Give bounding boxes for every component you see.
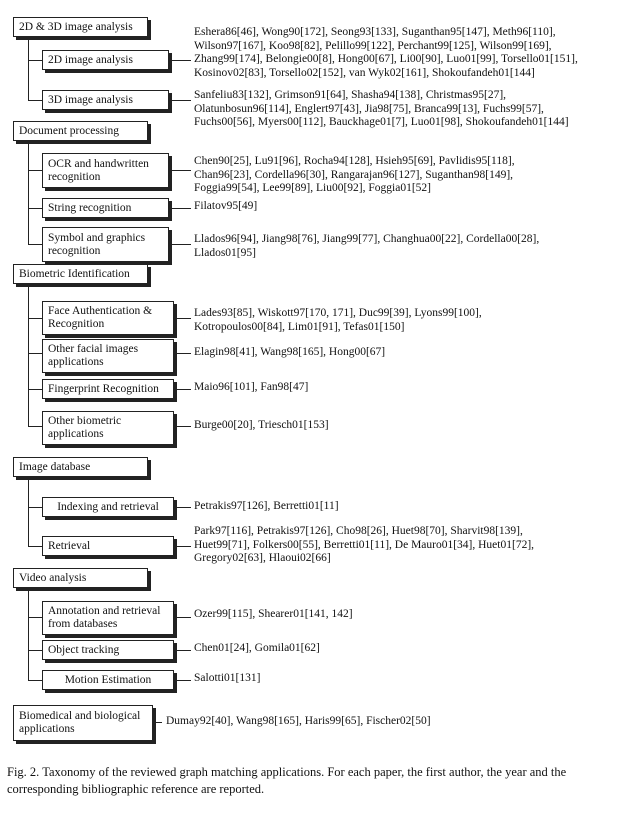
subcategory-motion-estimation xyxy=(42,670,174,690)
connector xyxy=(28,680,42,681)
connector xyxy=(177,680,191,681)
connector xyxy=(177,546,191,547)
reference-line: Fuchs00[56], Myers00[112], Bauckhage01[7], Luo01[98], Shokoufandeh01[144] xyxy=(194,116,569,129)
references xyxy=(194,26,578,80)
connector xyxy=(28,284,29,426)
subcategory-label: Annotation and retrieval from databases xyxy=(48,605,161,630)
connector xyxy=(172,100,191,101)
category-label: Document processing xyxy=(19,124,119,137)
reference-line: Olatunbosun96[114], Englert97[43], Jia98[75], Branca99[13], Fuchs99[57], xyxy=(194,102,544,115)
connector xyxy=(28,60,42,61)
reference-line: Zhang99[174], Belongie00[8], Hong00[67], Li00[90], Luo01[99], Torsello01[151], xyxy=(194,53,578,66)
category-document-processing xyxy=(13,121,148,141)
category-label: Video analysis xyxy=(19,571,87,584)
subcategory-label: 3D image analysis xyxy=(48,93,133,106)
connector xyxy=(28,37,29,101)
subcategory-label: 2D image analysis xyxy=(48,53,133,66)
references xyxy=(194,525,534,566)
reference-line: Elagin98[41], Wang98[165], Hong00[67] xyxy=(194,346,386,358)
connector xyxy=(28,426,42,427)
reference-line: Chen90[25], Lu91[96], Rocha94[128], Hsieh95[69], Pavlidis95[118], xyxy=(194,155,515,167)
connector xyxy=(177,617,191,618)
reference-line: Burge00[20], Triesch01[153] xyxy=(194,419,329,431)
reference-line: Llados96[94], Jiang98[76], Jiang99[77], Changhua00[22], Cordella00[28], xyxy=(194,233,540,245)
subcategory-indexing-retrieval xyxy=(42,497,174,517)
category-label: Image database xyxy=(19,460,91,473)
subcategory-label: Face Authentication & Recognition xyxy=(48,305,153,330)
connector xyxy=(177,389,191,390)
category-label: Biomedical and biological applications xyxy=(19,710,141,735)
subcategory-other-facial xyxy=(42,339,174,373)
references xyxy=(194,307,482,334)
connector xyxy=(28,208,42,209)
connector xyxy=(177,353,191,354)
reference-line: Gregory02[63], Hlaoui02[66] xyxy=(194,552,331,565)
connector xyxy=(177,507,191,508)
reference-line: Kotropoulos00[84], Lim01[91], Tefas01[150] xyxy=(194,320,405,333)
references xyxy=(194,381,308,395)
subcategory-label: String recognition xyxy=(48,201,132,214)
connector xyxy=(172,60,191,61)
references xyxy=(194,89,569,130)
subcategory-3d-image-analysis xyxy=(42,90,169,110)
subcategory-face-authentication xyxy=(42,301,174,335)
figure-caption: Fig. 2. Taxonomy of the reviewed graph matching applications. For each paper, the first author, the year and the corresponding bibliographic reference are reported. xyxy=(7,765,567,796)
reference-line: Salotti01[131] xyxy=(194,672,261,684)
connector xyxy=(172,208,191,209)
subcategory-label: Object tracking xyxy=(48,643,120,656)
references xyxy=(194,346,385,360)
reference-line: Wilson97[167], Koo98[82], Pelillo99[122], Perchant99[125], Wilson99[169], xyxy=(194,39,552,52)
subcategory-label: Motion Estimation xyxy=(64,673,152,686)
reference-line: Kosinov02[83], Torsello02[152], van Wyk02[161], Shokoufandeh01[144] xyxy=(194,66,535,79)
reference-line: Petrakis97[126], Berretti01[11] xyxy=(194,500,339,512)
reference-line: Eshera86[46], Wong90[172], Seong93[133], Suganthan95[147], Meth96[110], xyxy=(194,26,556,38)
category-image-database xyxy=(13,457,148,477)
reference-line: Foggia99[54], Lee99[89], Liu00[92], Foggia01[52] xyxy=(194,182,431,195)
references xyxy=(194,500,339,514)
references xyxy=(194,419,329,433)
category-biometric-identification xyxy=(13,264,148,284)
reference-line: Park97[116], Petrakis97[126], Cho98[26], Huet98[70], Sharvit98[139], xyxy=(194,525,523,537)
connector xyxy=(28,100,42,101)
connector xyxy=(28,617,42,618)
reference-line: Llados01[95] xyxy=(194,246,256,259)
reference-line: Maio96[101], Fan98[47] xyxy=(194,381,309,393)
reference-line: Lades93[85], Wiskott97[170, 171], Duc99[39], Lyons99[100], xyxy=(194,307,482,319)
category-video-analysis xyxy=(13,568,148,588)
connector xyxy=(28,141,29,245)
references xyxy=(194,672,260,686)
subcategory-retrieval xyxy=(42,536,174,556)
subcategory-label: OCR and handwritten recognition xyxy=(48,157,149,183)
reference-line: Chan96[23], Cordella96[30], Rangarajan96[127], Suganthan98[149], xyxy=(194,168,514,181)
reference-line: Sanfeliu83[132], Grimson91[64], Shasha94[138], Christmas95[27], xyxy=(194,89,507,101)
references xyxy=(166,715,431,729)
subcategory-fingerprint xyxy=(42,379,174,399)
connector xyxy=(177,318,191,319)
connector xyxy=(28,650,42,651)
references xyxy=(194,608,353,622)
reference-line: Dumay92[40], Wang98[165], Haris99[65], Fischer02[50] xyxy=(166,715,431,727)
category-2d-3d-image-analysis xyxy=(13,17,148,37)
reference-line: Chen01[24], Gomila01[62] xyxy=(194,642,320,654)
connector xyxy=(28,477,29,546)
subcategory-label: Fingerprint Recognition xyxy=(48,382,159,395)
category-label: 2D & 3D image analysis xyxy=(19,20,133,33)
connector xyxy=(28,318,42,319)
references xyxy=(194,155,515,196)
references xyxy=(194,200,257,214)
connector xyxy=(28,389,42,390)
subcategory-annotation-retrieval xyxy=(42,601,174,635)
references xyxy=(194,233,539,260)
connector xyxy=(177,650,191,651)
subcategory-label: Retrieval xyxy=(48,539,91,552)
subcategory-other-biometric xyxy=(42,411,174,445)
connector xyxy=(28,353,42,354)
connector xyxy=(156,722,162,723)
connector xyxy=(177,426,191,427)
connector xyxy=(28,244,42,245)
connector xyxy=(28,170,42,171)
reference-line: Filatov95[49] xyxy=(194,200,258,212)
category-biomedical-biological xyxy=(13,705,153,741)
subcategory-label: Other biometric applications xyxy=(48,415,122,440)
category-label: Biometric Identification xyxy=(19,267,130,280)
subcategory-object-tracking xyxy=(42,640,174,660)
connector xyxy=(172,244,191,245)
subcategory-label: Symbol and graphics recognition xyxy=(48,231,146,257)
subcategory-label: Other facial images applications xyxy=(48,343,139,368)
subcategory-label: Indexing and retrieval xyxy=(57,500,159,513)
subcategory-symbol-graphics xyxy=(42,227,169,262)
connector xyxy=(28,507,42,508)
subcategory-ocr-handwritten xyxy=(42,153,169,188)
connector xyxy=(28,546,42,547)
connector xyxy=(28,588,29,680)
reference-line: Ozer99[115], Shearer01[141, 142] xyxy=(194,608,353,620)
connector xyxy=(172,170,191,171)
subcategory-2d-image-analysis xyxy=(42,50,169,70)
references xyxy=(194,642,320,656)
reference-line: Huet99[71], Folkers00[55], Berretti01[11], De Mauro01[34], Huet01[72], xyxy=(194,538,535,551)
subcategory-string-recognition xyxy=(42,198,169,218)
